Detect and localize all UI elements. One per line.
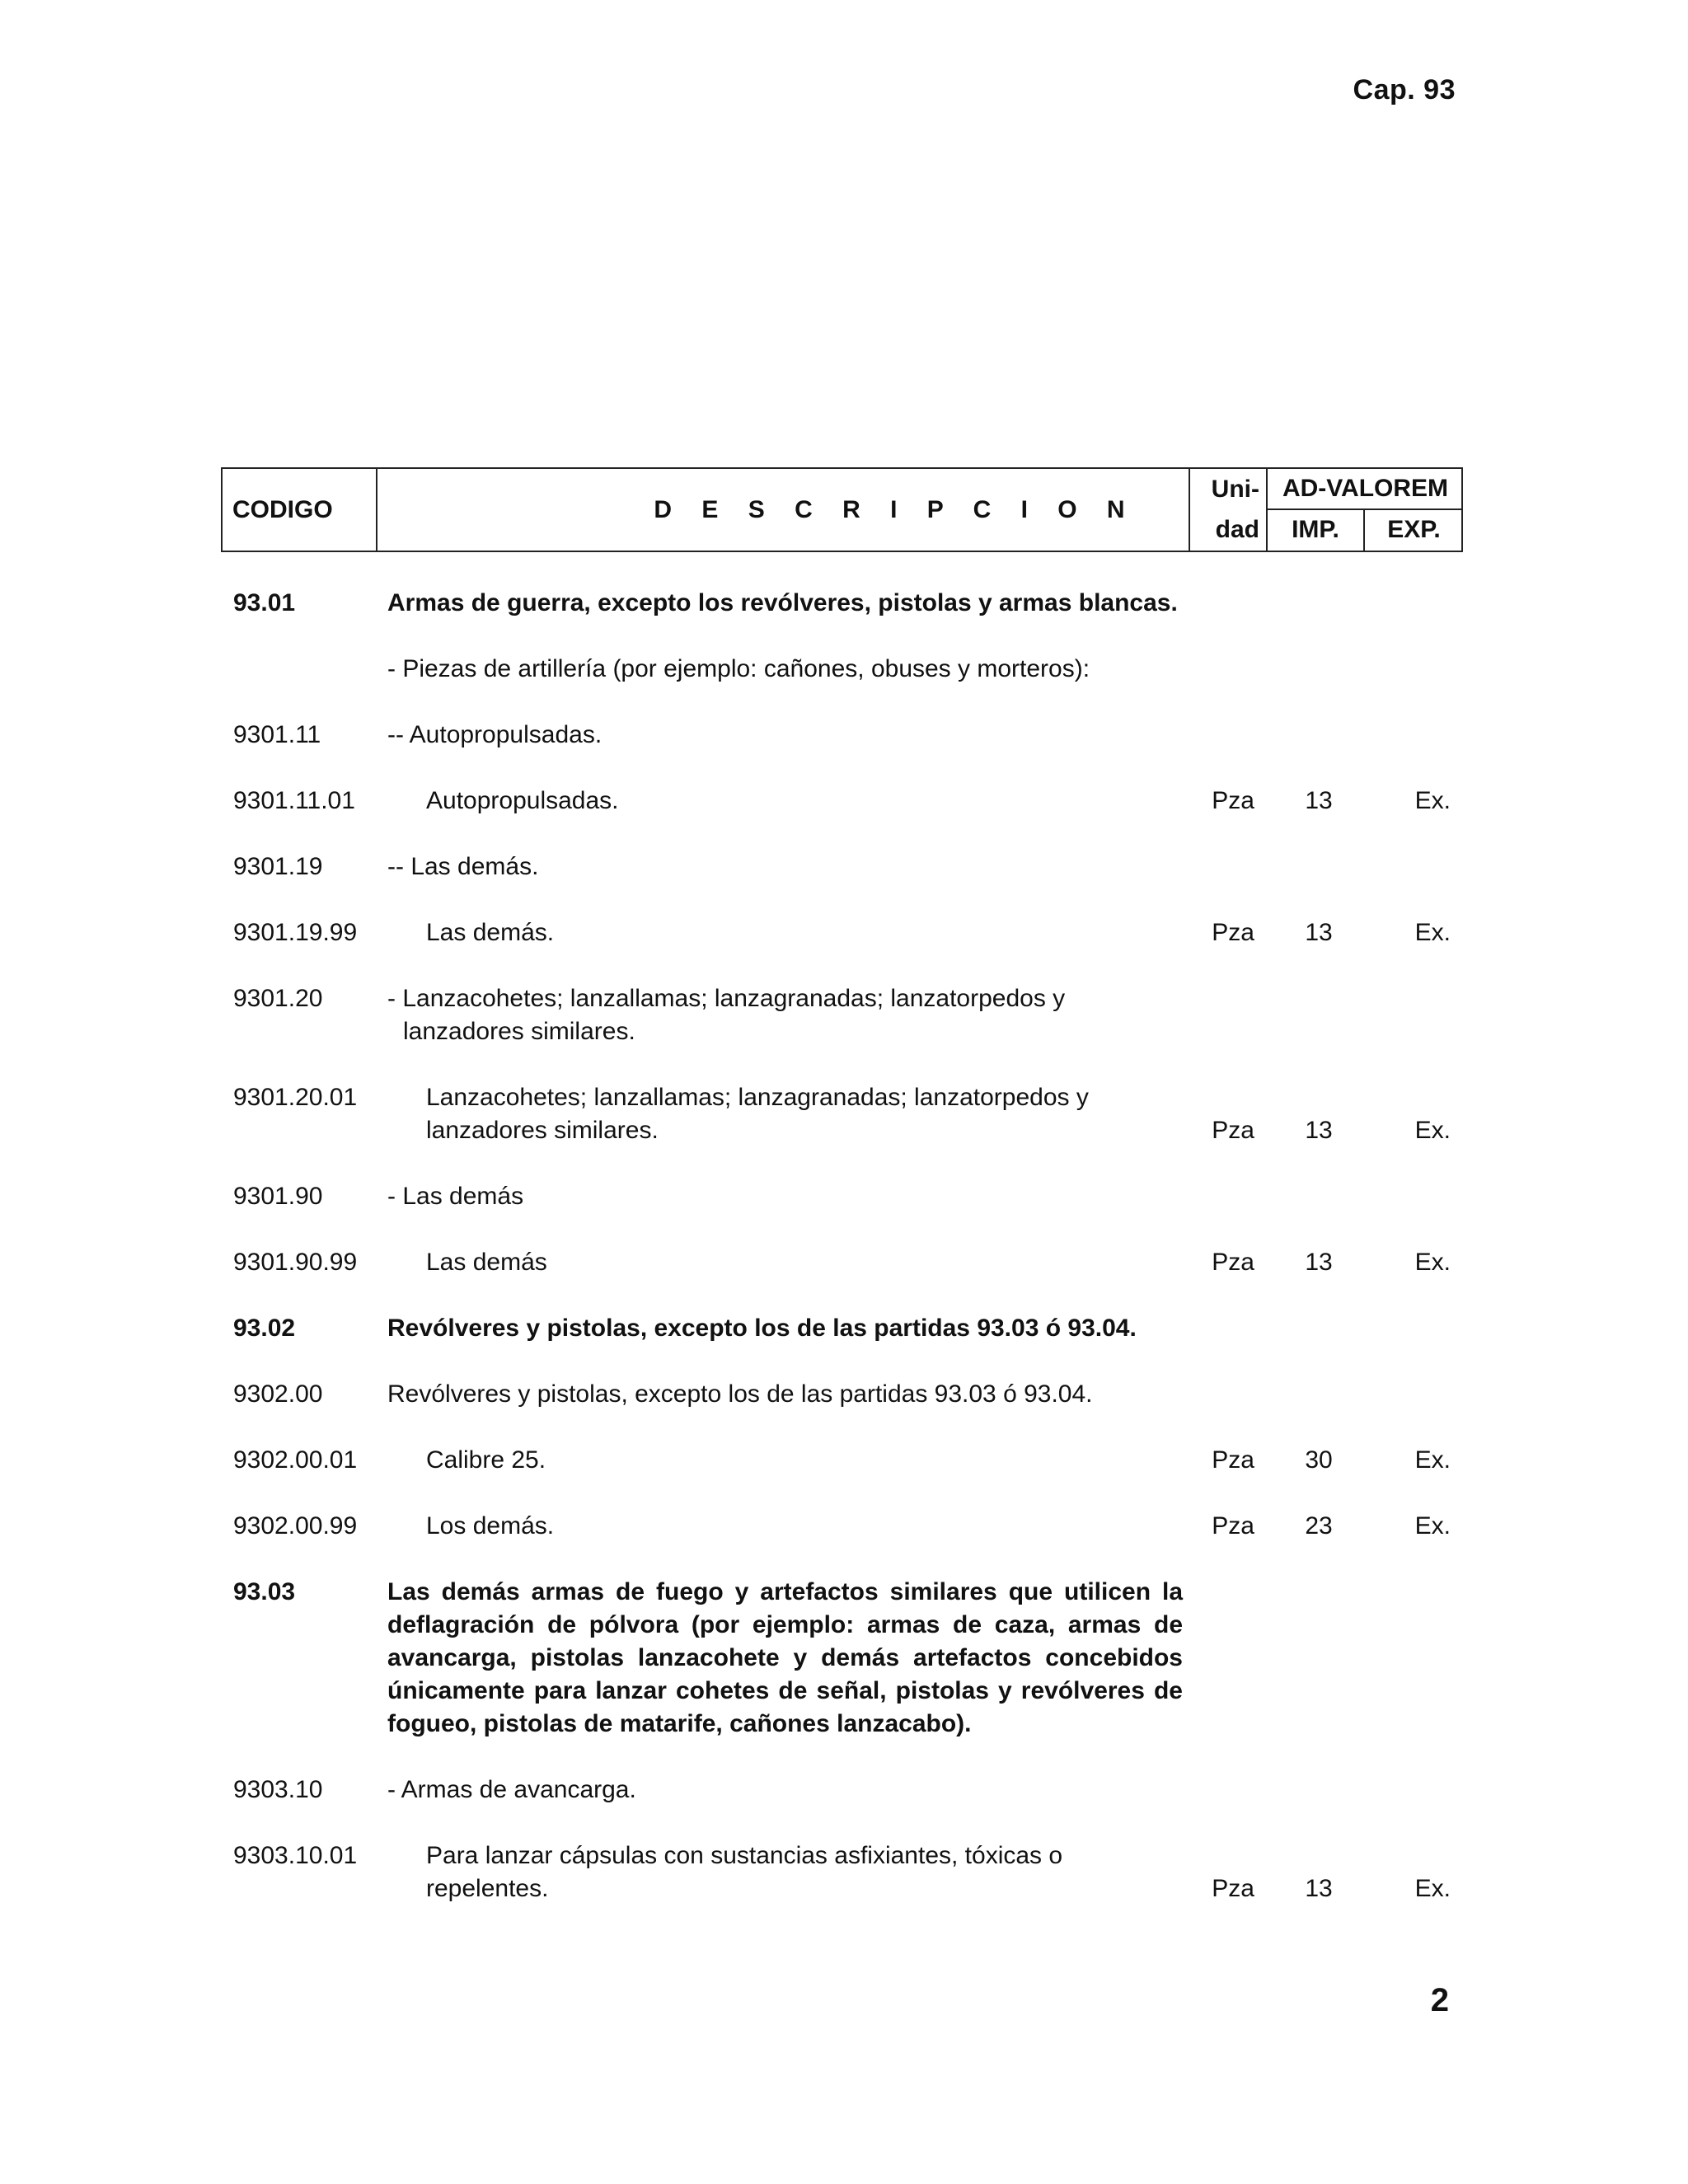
row-unit: Pza bbox=[1212, 1446, 1254, 1474]
row-imp: 23 bbox=[1305, 1512, 1333, 1540]
row-code: 9302.00.99 bbox=[233, 1512, 358, 1540]
row-imp: 13 bbox=[1305, 1117, 1333, 1144]
row-code: 9301.11 bbox=[233, 721, 321, 748]
chapter-label: Cap. 93 bbox=[1353, 74, 1456, 105]
row-description bbox=[426, 1840, 1217, 1905]
header-descripcion: D E S C R I P C I O N bbox=[654, 495, 1137, 523]
row-description: Revólveres y pistolas, excepto los de las partidas 93.03 ó 93.04. bbox=[387, 1315, 1137, 1342]
row-unit: Pza bbox=[1212, 787, 1254, 814]
header-unidad-top: Uni- bbox=[1211, 475, 1259, 503]
row-description-line: repelentes. bbox=[426, 1875, 549, 1902]
row-code: 93.03 bbox=[233, 1578, 296, 1605]
row-exp: Ex. bbox=[1414, 1446, 1451, 1474]
row-code: 9301.20 bbox=[233, 985, 323, 1012]
row-exp: Ex. bbox=[1414, 1512, 1451, 1540]
row-description-line: únicamente para lanzar cohetes de señal, pistolas y revólveres de bbox=[387, 1677, 1183, 1704]
row-code: 93.02 bbox=[233, 1315, 296, 1342]
row-description-line: Las demás armas de fuego y artefactos similares que utilicen la bbox=[387, 1578, 1183, 1605]
row-description: -- Autopropulsadas. bbox=[387, 721, 603, 748]
row-code: 93.01 bbox=[233, 589, 296, 616]
row-exp: Ex. bbox=[1414, 1875, 1451, 1902]
row-description: Las demás. bbox=[426, 919, 555, 946]
row-description-line: fogueo, pistolas de matarife, cañones lanzacabo). bbox=[387, 1710, 972, 1737]
row-imp: 13 bbox=[1305, 1875, 1333, 1902]
page-number: 2 bbox=[1430, 1982, 1449, 2018]
row-code: 9301.90 bbox=[233, 1183, 323, 1210]
row-description: - Piezas de artillería (por ejemplo: cañones, obuses y morteros): bbox=[387, 655, 1090, 682]
row-description-line: lanzadores similares. bbox=[426, 1117, 659, 1144]
table-header bbox=[221, 467, 1463, 552]
row-description: Autopropulsadas. bbox=[426, 787, 619, 814]
row-description-line: avancarga, pistolas lanzacohete y demás artefactos concebidos bbox=[387, 1644, 1183, 1671]
row-imp: 13 bbox=[1305, 1249, 1333, 1276]
row-unit: Pza bbox=[1212, 1512, 1254, 1540]
row-description: Calibre 25. bbox=[426, 1446, 546, 1474]
row-code: 9301.90.99 bbox=[233, 1249, 358, 1276]
row-description: -- Las demás. bbox=[387, 853, 539, 880]
row-description: Las demás bbox=[426, 1249, 547, 1276]
row-description: Los demás. bbox=[426, 1512, 555, 1540]
row-exp: Ex. bbox=[1414, 1249, 1451, 1276]
row-code: 9302.00.01 bbox=[233, 1446, 358, 1474]
row-code: 9301.20.01 bbox=[233, 1084, 358, 1111]
row-exp: Ex. bbox=[1414, 1117, 1451, 1144]
row-description-line: - Lanzacohetes; lanzallamas; lanzagranadas; lanzatorpedos y bbox=[387, 985, 1066, 1012]
row-description-line: Lanzacohetes; lanzallamas; lanzagranadas; lanzatorpedos y bbox=[426, 1084, 1089, 1111]
row-description-line: Para lanzar cápsulas con sustancias asfixiantes, tóxicas o bbox=[426, 1842, 1063, 1869]
header-codigo: CODIGO bbox=[223, 469, 377, 551]
row-code: 9301.19 bbox=[233, 853, 323, 880]
row-description-line: lanzadores similares. bbox=[403, 1018, 635, 1045]
row-exp: Ex. bbox=[1414, 919, 1451, 946]
row-description-line: deflagración de pólvora (por ejemplo: armas de caza, armas de bbox=[387, 1611, 1183, 1638]
header-advalorem: AD-VALOREM bbox=[1268, 469, 1463, 510]
row-description: Armas de guerra, excepto los revólveres, pistolas y armas blancas. bbox=[387, 589, 1178, 616]
row-description: - Armas de avancarga. bbox=[387, 1776, 636, 1803]
row-description: - Las demás bbox=[387, 1183, 524, 1210]
row-unit: Pza bbox=[1212, 919, 1254, 946]
row-code: 9303.10.01 bbox=[233, 1842, 358, 1869]
row-imp: 13 bbox=[1305, 787, 1333, 814]
row-unit: Pza bbox=[1212, 1117, 1254, 1144]
row-imp: 30 bbox=[1305, 1446, 1333, 1474]
row-description bbox=[426, 1081, 1217, 1147]
row-description bbox=[387, 982, 1179, 1048]
row-unit: Pza bbox=[1212, 1249, 1254, 1276]
row-code: 9301.11.01 bbox=[233, 787, 355, 814]
row-code: 9303.10 bbox=[233, 1776, 323, 1803]
row-unit: Pza bbox=[1212, 1875, 1254, 1902]
header-imp: IMP. bbox=[1268, 510, 1365, 551]
row-code: 9302.00 bbox=[233, 1380, 323, 1408]
header-unidad-bottom: dad bbox=[1215, 516, 1259, 544]
row-description: Revólveres y pistolas, excepto los de las partidas 93.03 ó 93.04. bbox=[387, 1380, 1093, 1408]
row-description bbox=[387, 1576, 1183, 1741]
row-imp: 13 bbox=[1305, 919, 1333, 946]
row-exp: Ex. bbox=[1414, 787, 1451, 814]
row-code: 9301.19.99 bbox=[233, 919, 358, 946]
header-exp: EXP. bbox=[1387, 516, 1441, 544]
